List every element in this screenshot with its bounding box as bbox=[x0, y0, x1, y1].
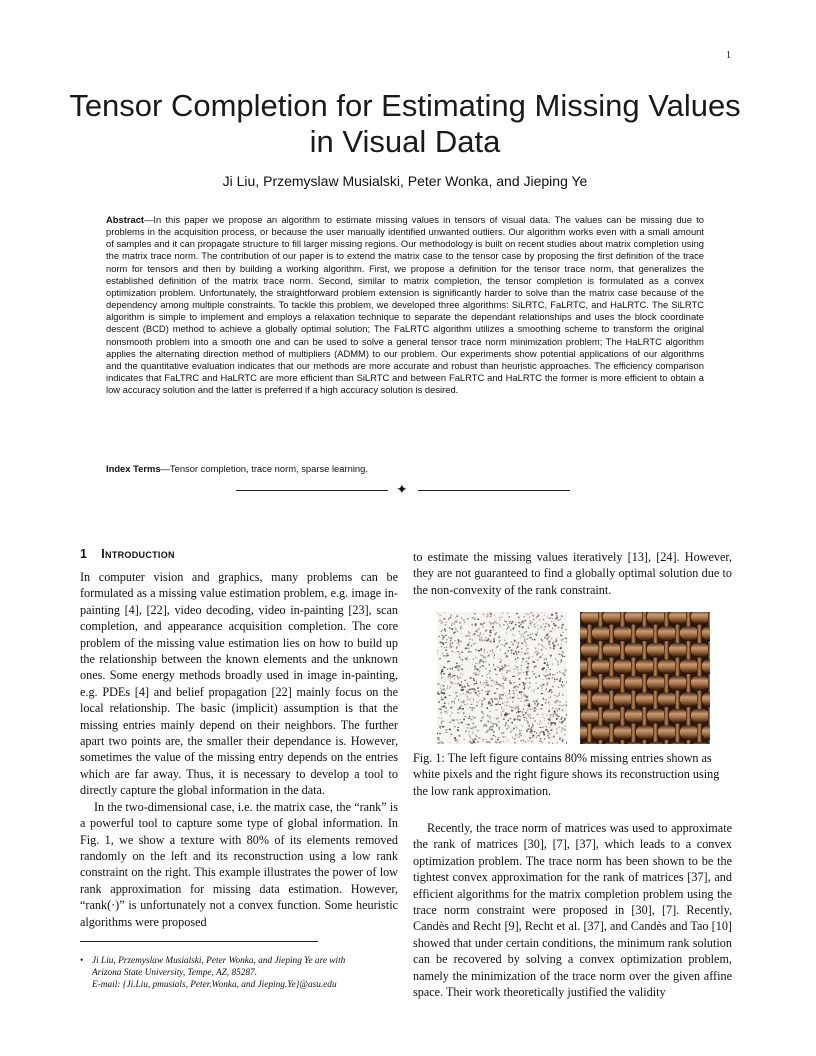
footnote-line: Ji Liu, Przemyslaw Musialski, Peter Wonka, and Jieping Ye are with bbox=[92, 956, 346, 966]
footnote bbox=[80, 955, 398, 991]
abstract bbox=[106, 214, 704, 396]
paragraph: to estimate the missing values iteratively [13], [24]. However, they are not guaranteed to find a globally optimal solution due to the non-convexity of the rank constraint. bbox=[413, 550, 732, 597]
footnote-bullet: • bbox=[80, 956, 84, 966]
author-list: Ji Liu, Przemyslaw Musialski, Peter Wonka, and Jieping Ye bbox=[222, 173, 588, 189]
right-column-top bbox=[413, 549, 732, 598]
divider-diamond-icon: ✦ bbox=[396, 481, 408, 497]
left-column bbox=[80, 569, 398, 930]
index-terms-text: —Tensor completion, trace norm, sparse learning. bbox=[160, 463, 368, 474]
section-number: 1 bbox=[80, 547, 88, 561]
index-terms-label: Index Terms bbox=[106, 463, 161, 474]
paragraph: Recently, the trace norm of matrices was used to approximate the rank of matrices [30], [7], [37], which leads to a convex optimization problem. The trace norm has been shown to be the tightest convex approximation for the rank of matrices [37], and efficient algorithms for the matrix completion problem using the trace norm constraint were proposed in [30], [7]. Recently, Candès and Recht [9], Recht et al. [37], and Candès and Tao [10] showed that under certain conditions, the minimum rank solution can be recovered by solving a convex optimization problem, namely the minimization of the trace norm over the given affine space. Their work theoretically justified the validity bbox=[413, 821, 732, 1000]
figure-caption: Fig. 1: The left figure contains 80% missing entries shown as white pixels and the right figure shows its reconstruction using the low rank approximation. bbox=[413, 751, 720, 798]
index-terms bbox=[106, 463, 704, 474]
section-heading bbox=[80, 547, 175, 561]
footnote-line: E-mail: {Ji.Liu, pmusials, Peter.Wonka, and Jieping.Ye}@asu.edu bbox=[92, 980, 337, 990]
page-number: 1 bbox=[726, 50, 731, 61]
paragraph: In the two-dimensional case, i.e. the matrix case, the “rank” is a powerful tool to capture some type of global information. In Fig. 1, we show a texture with 80% of its elements removed randomly on the left and its reconstruction using a low rank constraint on the right. This example illustrates the power of low rank approximation for missing data estimation. However, “rank(·)” is unfortunately not a convex function. Some heuristic algorithms were proposed bbox=[80, 799, 398, 929]
figure-texture-missing-image bbox=[437, 612, 567, 744]
divider-line-right bbox=[418, 490, 570, 491]
divider-line-left bbox=[236, 490, 388, 491]
abstract-text: —In this paper we propose an algorithm to estimate missing values in tensors of visual data. The values can be missing due to problems in the acquisition process, or because the user manually identified unwanted outliers. Our algorithm works even with a small amount of samples and it can propagate structure to fill larger missing regions. Our methodology is built on recent studies about matrix completion using the matrix trace norm. The contribution of our paper is to extend the matrix case to the tensor case by proposing the first definition of the trace norm for tensors and then by building a working algorithm. First, we propose a definition for the tensor trace norm, that generalizes the established definition of the matrix trace norm. Second, similar to matrix completion, the tensor completion is formulated as a convex optimization problem. Unfortunately, the straightforward problem extension is significantly harder to solve than the matrix case because of the dependency among multiple constraints. To tackle this problem, we developed three algorithms: SiLRTC, FaLRTC, and HaLRTC. The SiLRTC algorithm is simple to implement and employs a relaxation technique to separate the dependant relationships and uses the block coordinate descent (BCD) method to achieve a globally optimal solution; The FaLRTC algorithm utilizes a smoothing scheme to transform the original nonsmooth problem into a smooth one and can be used to solve a general tensor trace norm minimization problem; The HaLRTC algorithm applies the alternating direction method of multipliers (ADMM) to our problem. Our experiments show potential applications of our algorithms and the quantitative evaluation indicates that our methods are more accurate and robust than heuristic approaches. The efficiency comparison indicates that FaLTRC and HaLRTC are more efficient than SiLRTC and between FaLRTC and HaLRTC the former is more efficient to obtain a low accuracy solution and the latter is preferred if a high accuracy solution is desired. bbox=[106, 214, 704, 396]
right-column-bottom bbox=[413, 820, 732, 1000]
abstract-label: Abstract bbox=[106, 214, 145, 225]
footnote-line: Arizona State University, Tempe, AZ, 85287. bbox=[92, 968, 258, 978]
figure-texture-reconstructed-image bbox=[580, 612, 710, 744]
footnote-rule bbox=[80, 941, 318, 942]
paragraph: In computer vision and graphics, many problems can be formulated as a missing value estimation problem, e.g. image in-painting [4], [22], video decoding, video in-painting [23], scan completion, and appearance acquisition completion. The core problem of the missing value estimation lies on how to build up the relationship between the known elements and the unknown ones. Some energy methods broadly used in image in-painting, e.g. PDEs [4] and belief propagation [22] mainly focus on the local relationship. The basic (implicit) assumption is that the missing entries mainly depend on their neighbors. The further apart two points are, the smaller their dependance is. However, sometimes the value of the missing entry depends on the entries which are far away. Thus, it is necessary to develop a tool to directly capture the global information in the data. bbox=[80, 570, 398, 798]
paper-title: Tensor Completion for Estimating Missing Values in Visual Data bbox=[69, 88, 741, 159]
section-title: Introduction bbox=[101, 547, 175, 561]
